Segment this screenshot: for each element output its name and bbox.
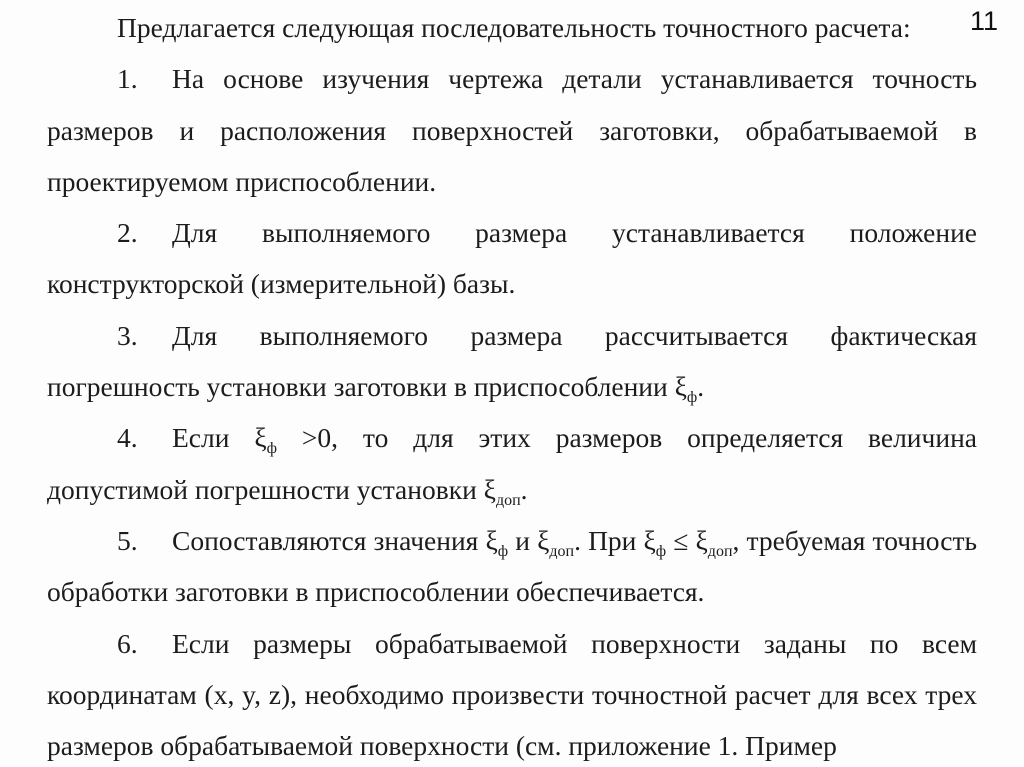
item-end: .	[697, 371, 705, 403]
intro-sentence: Предлагается следующая последовательность точностного расчета:	[117, 12, 911, 43]
list-item-3	[47, 310, 977, 413]
item-number: 1.	[117, 63, 138, 95]
item-end: .	[520, 473, 528, 505]
item-text: Если	[172, 422, 255, 454]
item-number: 3.	[117, 319, 138, 351]
item-text: Для выполняемого размера рассчитывается фактическая погрешность установки заготовки в приспособлении	[47, 319, 977, 403]
subscript-dop: доп	[707, 542, 733, 560]
item-number: 2.	[117, 217, 138, 249]
xi-symbol: ξ	[643, 524, 656, 556]
list-item-2	[47, 207, 977, 310]
subscript-dop: доп	[549, 542, 575, 560]
page-number: 11	[969, 6, 998, 36]
conjunction-text: и	[508, 524, 538, 556]
subscript-dop: доп	[495, 491, 521, 509]
xi-symbol: ξ	[485, 524, 498, 556]
list-item-4	[47, 412, 977, 515]
item-number: 6.	[117, 627, 138, 659]
item-text: Сопоставляются значения	[172, 524, 486, 556]
item-number: 4.	[117, 422, 138, 454]
list-item-6	[47, 618, 977, 767]
subscript-f: ф	[655, 542, 667, 560]
xi-symbol: ξ	[254, 422, 267, 454]
xi-symbol: ξ	[674, 371, 687, 403]
leq-symbol: ≤	[666, 524, 696, 556]
document-body	[47, 2, 977, 767]
list-item-1	[47, 53, 977, 207]
item-text: Для выполняемого размера устанавливается положение конструкторской (измерительной) базы.	[47, 217, 977, 300]
item-number: 5.	[117, 524, 138, 556]
item-text: На основе изучения чертежа детали устанавливается точность размеров и расположения поверхностей заготовки, обрабатываемой в проектируемом приспособлении.	[47, 63, 977, 197]
subscript-f: ф	[266, 440, 277, 458]
xi-symbol: ξ	[537, 524, 550, 556]
xi-symbol: ξ	[695, 524, 708, 556]
list-item-5	[47, 515, 977, 618]
item-text: Если размеры обрабатываемой поверхности заданы по всем координатам (x, y, z), необходимо произвести точностной расчет для всех трех размеров обрабатываемой поверхности (см. приложение 1. Пример	[47, 627, 977, 762]
subscript-f: ф	[497, 542, 509, 560]
subscript-f: ф	[686, 389, 698, 407]
item-text-continued: . При	[574, 524, 644, 556]
item-text-continued: >0, то для этих размеров определяется величина допустимой погрешности установки	[47, 422, 977, 505]
xi-symbol: ξ	[483, 473, 496, 505]
item-text-end: , требуемая точность обработки заготовки в приспособлении обеспечивается.	[47, 524, 977, 608]
